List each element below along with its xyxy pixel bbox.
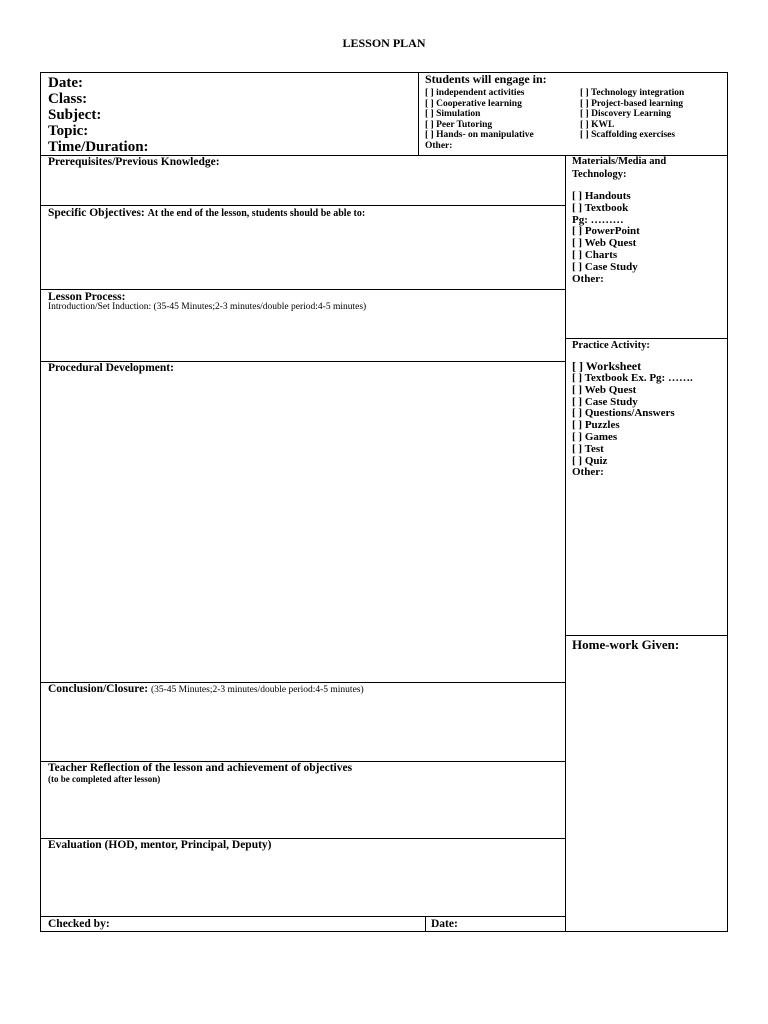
- engage-heading: Students will engage in:: [425, 72, 547, 86]
- lesson-process-label: Lesson Process:: [48, 291, 126, 303]
- engage-option[interactable]: [ ] Discovery Learning: [580, 109, 672, 119]
- practice-option-worksheet[interactable]: [ ] Worksheet: [572, 359, 642, 373]
- reflection-note: (to be completed after lesson): [48, 774, 161, 784]
- materials-option[interactable]: [ ] Case Study: [572, 260, 638, 273]
- divider-objectives: [40, 205, 565, 206]
- main-column-divider: [565, 155, 566, 932]
- topic-field[interactable]: Topic:: [48, 123, 89, 139]
- engage-other[interactable]: Other:: [425, 140, 453, 151]
- page-title: LESSON PLAN: [342, 36, 426, 50]
- divider-lesson-process: [40, 289, 565, 290]
- engage-option[interactable]: [ ] KWL: [580, 119, 615, 130]
- divider-checked-by: [40, 916, 565, 917]
- practice-heading: Practice Activity:: [572, 340, 650, 351]
- time-duration-field[interactable]: Time/Duration:: [48, 139, 149, 155]
- procedural-label: Procedural Development:: [48, 362, 174, 374]
- practice-list: [572, 359, 693, 479]
- engage-option[interactable]: [ ] Scaffolding exercises: [580, 130, 676, 140]
- practice-option[interactable]: [ ] Games: [572, 430, 618, 443]
- header-divider: [418, 72, 419, 156]
- objectives-label: Specific Objectives:: [48, 207, 145, 219]
- materials-option[interactable]: [ ] Textbook: [572, 201, 629, 214]
- engage-option[interactable]: [ ] Technology integration: [580, 88, 685, 98]
- practice-option[interactable]: [ ] Test: [572, 442, 604, 455]
- class-field[interactable]: Class:: [48, 91, 88, 107]
- evaluation-label: Evaluation (HOD, mentor, Principal, Deputy): [48, 839, 272, 851]
- objectives-note: At the end of the lesson, students should be able to:: [147, 208, 366, 219]
- materials-list: [572, 191, 640, 285]
- practice-option[interactable]: [ ] Questions/Answers: [572, 407, 675, 420]
- materials-heading-line1: Materials/Media and: [572, 156, 667, 167]
- engage-right-list: [580, 88, 684, 141]
- materials-option[interactable]: [ ] Web Quest: [572, 237, 637, 250]
- practice-other[interactable]: Other:: [572, 466, 604, 479]
- date-field[interactable]: Date:: [48, 75, 83, 91]
- practice-option[interactable]: [ ] Textbook Ex. Pg: …….: [572, 372, 693, 384]
- prerequisites-label: Prerequisites/Previous Knowledge:: [48, 156, 220, 168]
- materials-heading-line2: Technology:: [572, 168, 627, 180]
- header-fields: [48, 75, 149, 155]
- introduction-label: Introduction/Set Induction: (35-45 Minutes;2-3 minutes/double period:4-5 minutes): [48, 302, 367, 312]
- divider-practice: [565, 338, 728, 339]
- practice-option[interactable]: [ ] Web Quest: [572, 383, 637, 396]
- engage-option[interactable]: [ ] Hands- on manipulative: [425, 130, 534, 140]
- materials-heading: [572, 156, 666, 181]
- materials-other[interactable]: Other:: [572, 272, 604, 285]
- materials-option[interactable]: [ ] Handouts: [572, 190, 631, 202]
- practice-option[interactable]: [ ] Puzzles: [572, 419, 620, 432]
- objectives-heading: [48, 207, 365, 220]
- homework-label: Home-work Given:: [572, 637, 680, 652]
- practice-option[interactable]: [ ] Quiz: [572, 454, 608, 467]
- reflection-label: Teacher Reflection of the lesson and achievement of objectives: [48, 762, 353, 774]
- checked-date-label[interactable]: Date:: [431, 918, 458, 930]
- divider-homework: [565, 635, 728, 636]
- conclusion-label: Conclusion/Closure:: [48, 683, 149, 695]
- engage-option[interactable]: [ ] Cooperative learning: [425, 98, 522, 109]
- conclusion-heading: [48, 683, 364, 697]
- conclusion-note: (35-45 Minutes;2-3 minutes/double period:4-5 minutes): [150, 685, 364, 695]
- checked-by-label[interactable]: Checked by:: [48, 918, 110, 930]
- engage-option[interactable]: [ ] independent activities: [425, 88, 525, 98]
- checked-date-divider: [425, 916, 426, 932]
- materials-option[interactable]: Pg: ………: [572, 213, 624, 226]
- subject-field[interactable]: Subject:: [48, 107, 102, 123]
- engage-option[interactable]: [ ] Project-based learning: [580, 98, 683, 109]
- practice-option[interactable]: [ ] Case Study: [572, 395, 638, 408]
- engage-left-list: [425, 88, 534, 151]
- materials-option[interactable]: [ ] Charts: [572, 248, 618, 261]
- materials-option[interactable]: [ ] PowerPoint: [572, 225, 640, 238]
- engage-option[interactable]: [ ] Peer Tutoring: [425, 119, 493, 130]
- engage-option[interactable]: [ ] Simulation: [425, 109, 481, 119]
